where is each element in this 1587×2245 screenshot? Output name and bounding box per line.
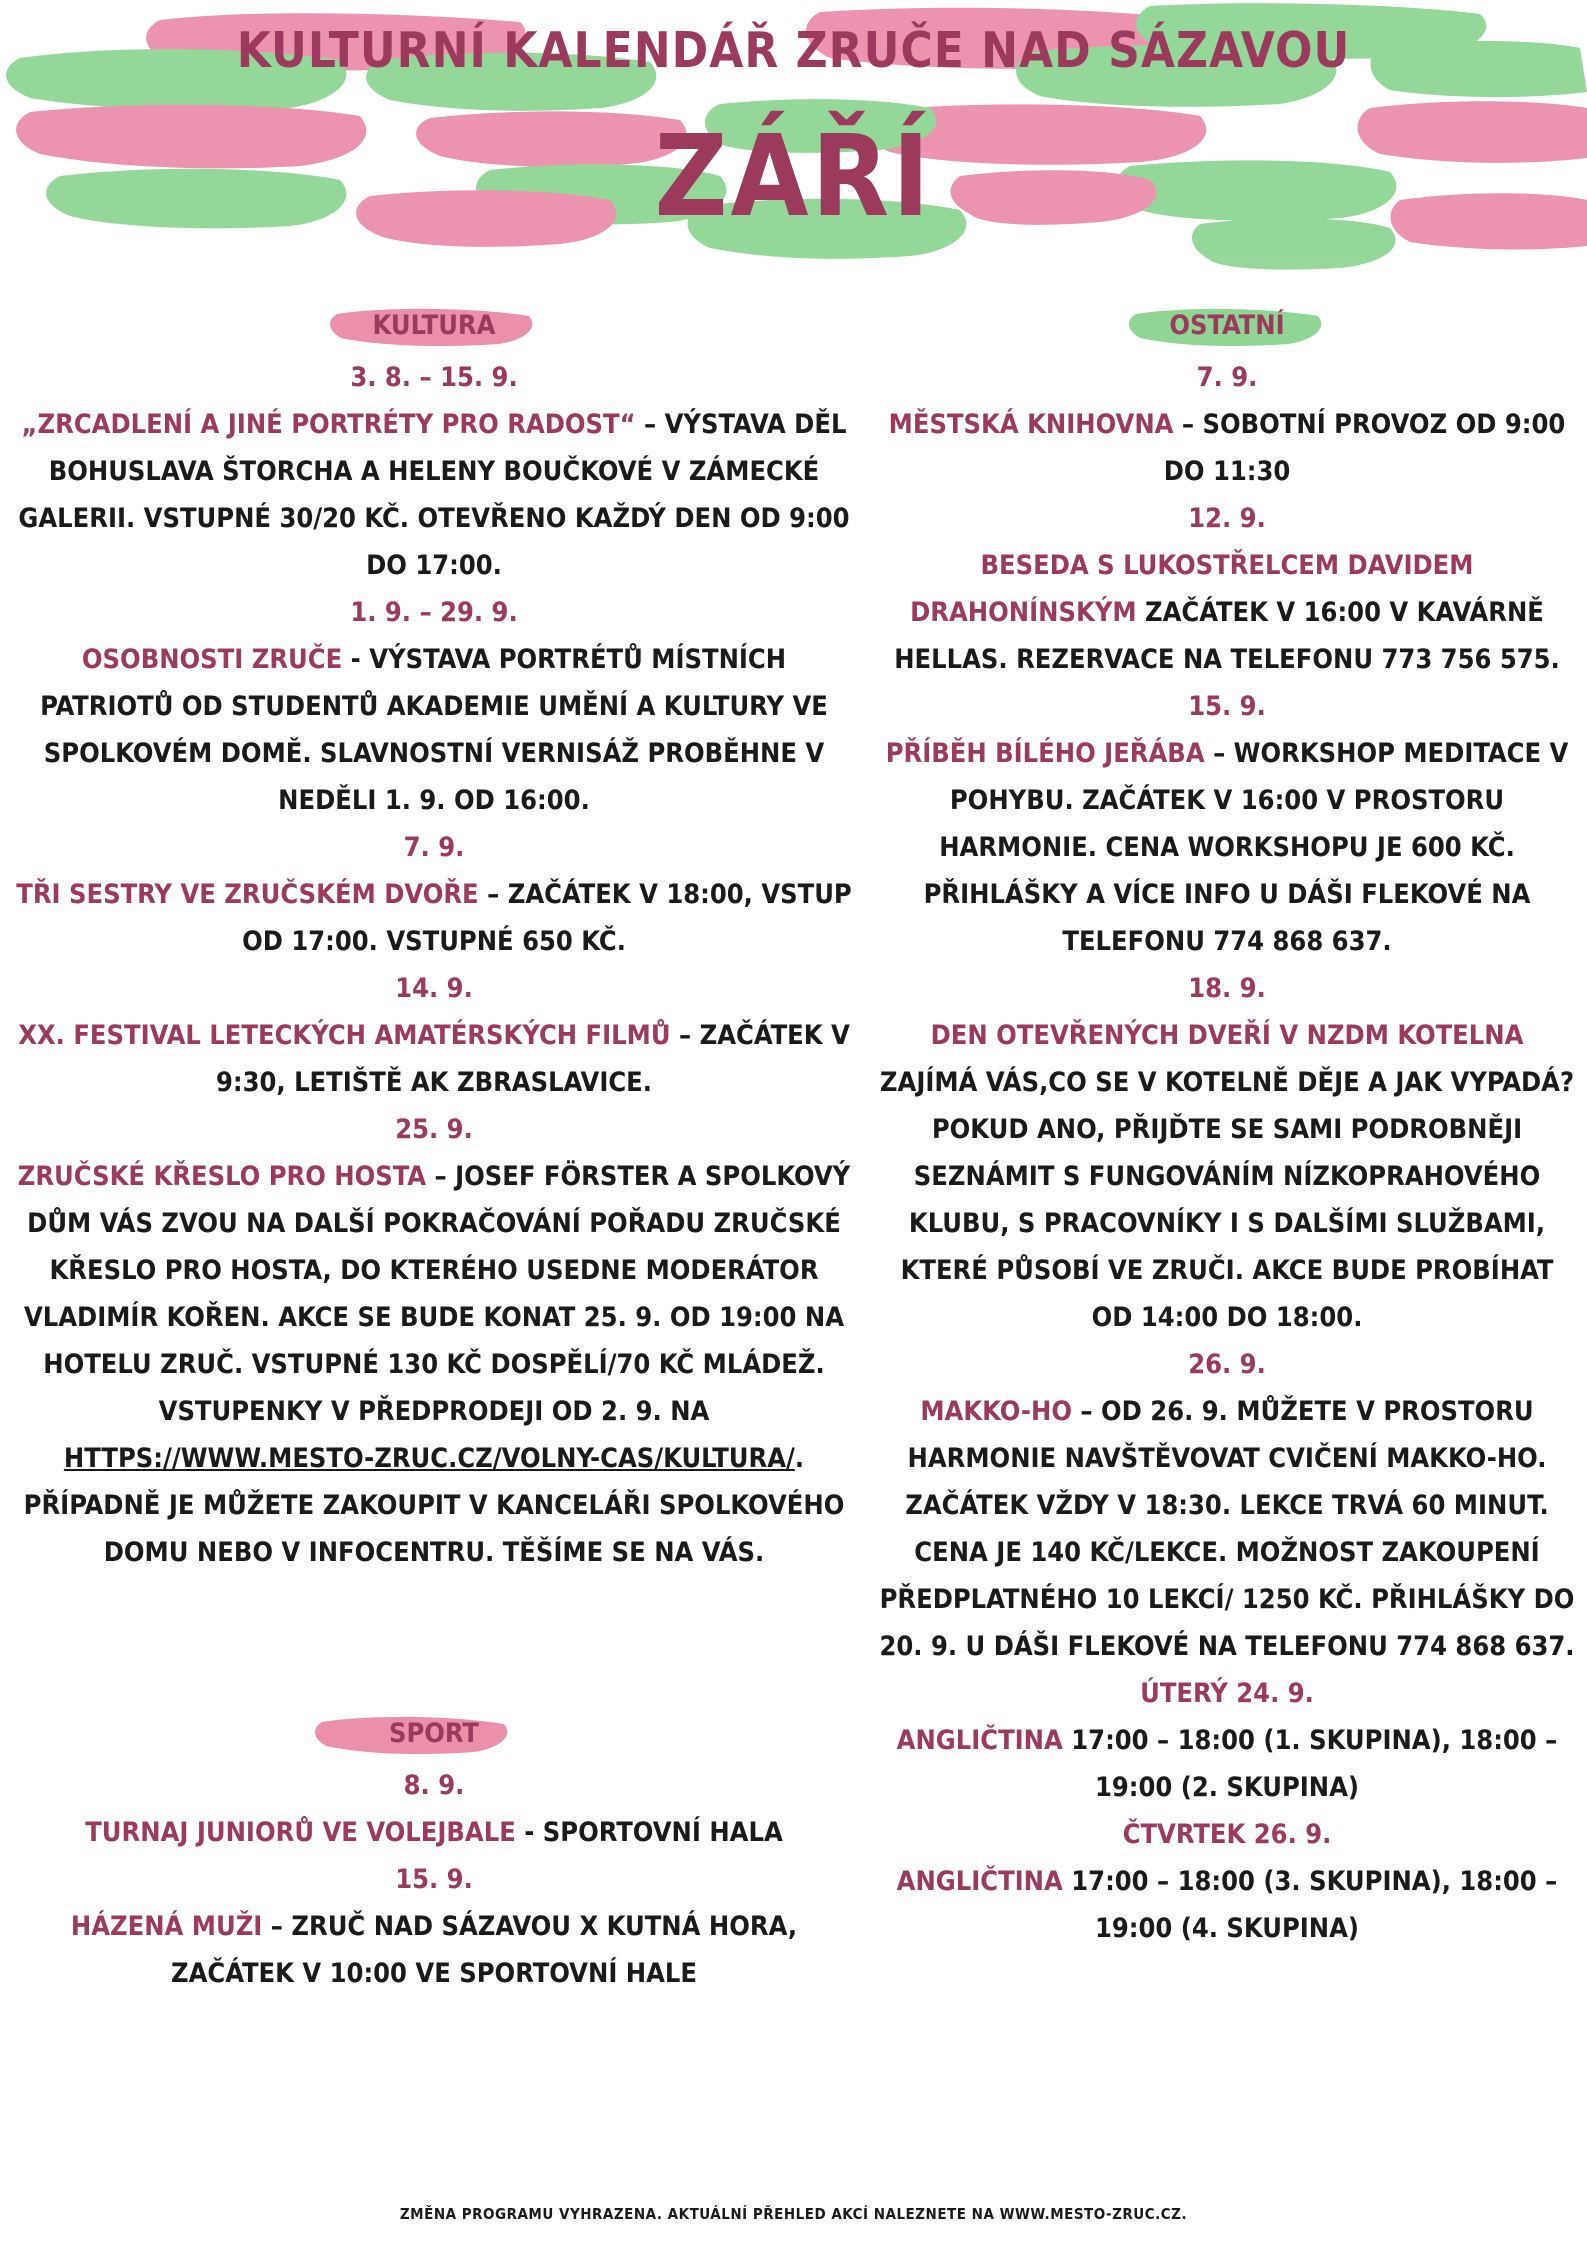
section-title-kultura [14,302,854,348]
event-date: 15. 9. [1188,691,1266,722]
event-item [14,871,854,965]
event-name: ANGLIČTINA [896,1725,1063,1756]
section-title-text: SPORT [388,1718,479,1749]
calendar-kicker: KULTURNÍ KALENDÁŘ ZRUČE NAD SÁZAVOU [236,22,1351,79]
event-item [14,1153,854,1576]
event-item [14,401,854,589]
event-name: TURNAJ JUNIORŮ VE VOLEJBALE [85,1817,516,1848]
event-description-continued: . PŘÍPADNĚ JE MŮŽETE ZAKOUPIT V KANCELÁŘI SPOLKOVÉHO DOMU NEBO V INFOCENTRU. TĚŠÍME SE NA VÁS. [23,1443,845,1568]
event-name: MAKKO-HO [920,1396,1072,1427]
footer-note: ZMĚNA PROGRAMU VYHRAZENA. AKTUÁLNÍ PŘEHLED AKCÍ NALEZNETE NA WWW.MESTO-ZRUC.CZ. [399,2205,1188,2223]
event-name: OSOBNOSTI ZRUČE [81,644,343,675]
event-item [14,1903,854,1997]
event-date: 7. 9. [1196,362,1258,393]
event-link[interactable]: HTTPS://WWW.MESTO-ZRUC.CZ/VOLNY-CAS/KULTURA/ [63,1443,795,1474]
event-name: ANGLIČTINA [896,1866,1063,1897]
kultura-list [14,354,854,1576]
event-description: - VÝSTAVA PORTRÉTŮ MÍSTNÍCH PATRIOTŮ OD STUDENTŮ AKADEMIE UMĚNÍ A KULTURY VE SPOLKOVÉM DOMĚ. SLAVNOSTNÍ VERNISÁŽ PROBĚHNE V NEDĚLI 1. 9. OD 16:00. [40,644,828,816]
event-name: HÁZENÁ MUŽI [70,1911,263,1942]
event-name: DEN OTEVŘENÝCH DVEŘÍ V NZDM KOTELNA [930,1020,1524,1051]
event-date: 8. 9. [403,1770,465,1801]
event-description: – ZAČÁTEK V 18:00, VSTUP OD 17:00. VSTUPNÉ 650 KČ. [242,879,852,957]
event-description: - SPORTOVNÍ HALA [515,1817,783,1848]
event-description: – ZAČÁTEK V 9:30, LETIŠTĚ AK ZBRASLAVICE. [215,1020,850,1098]
event-description: – VÝSTAVA DĚL BOHUSLAVA ŠTORCHA A HELENY BOUČKOVÉ V ZÁMECKÉ GALERII. VSTUPNÉ 30/20 KČ. OTEVŘENO KAŽDÝ DEN OD 9:00 DO 17:00. [18,409,850,581]
event-name: „ZRCADLENÍ A JINÉ PORTRÉTY PRO RADOST“ [21,409,636,440]
event-date: 14. 9. [395,973,473,1004]
event-description: ZAČÁTEK V 16:00 V KAVÁRNĚ HELLAS. REZERVACE NA TELEFONU 773 756 575. [894,597,1560,675]
section-title-text: OSTATNÍ [1169,310,1285,341]
section-title-ostatni [878,302,1576,348]
event-item [878,542,1576,683]
event-date: 26. 9. [1188,1349,1266,1380]
event-name: MĚSTSKÁ KNIHOVNA [888,409,1174,440]
event-item [14,1012,854,1106]
event-item [14,636,854,824]
event-item [878,1388,1576,1670]
right-column [878,296,1576,1952]
event-description: 17:00 – 18:00 (3. SKUPINA), 18:00 – 19:00 (4. SKUPINA) [1062,1866,1558,1944]
event-date: 12. 9. [1188,503,1266,534]
event-date: 25. 9. [395,1114,473,1145]
event-date: ČTVRTEK 26. 9. [1122,1819,1332,1850]
event-item [878,1858,1576,1952]
sport-list [14,1762,854,1997]
event-item [878,1012,1576,1341]
event-date: 7. 9. [403,832,465,863]
event-item [878,730,1576,965]
event-description: – JOSEF FÖRSTER A SPOLKOVÝ DŮM VÁS ZVOU NA DALŠÍ POKRAČOVÁNÍ POŘADU ZRUČSKÉ KŘESLO PRO HOSTA, DO KTERÉHO USEDNE MODERÁTOR VLADIMÍR KOŘEN. AKCE SE BUDE KONAT 25. 9. OD 19:00 NA HOTELU ZRUČ. VSTUPNÉ 130 KČ DOSPĚLÍ/70 KČ MLÁDEŽ. VSTUPENKY V PŘEDPRODEJI OD 2. 9. NA [23,1161,851,1427]
event-item [878,401,1576,495]
section-title-text: KULTURA [372,310,496,341]
event-description: – OD 26. 9. MŮŽETE V PROSTORU HARMONIE NAVŠTĚVOVAT CVIČENÍ MAKKO-HO. ZAČÁTEK VŽDY V 18:30. LEKCE TRVÁ 60 MINUT. CENA JE 140 KČ/LEKCE. MOŽNOST ZAKOUPENÍ PŘEDPLATNÉHO 10 LEKCÍ/ 1250 KČ. PŘIHLÁŠKY DO 20. 9. U DÁŠI FLEKOVÉ NA TELEFONU 774 868 637. [879,1396,1575,1662]
event-name: ZRUČSKÉ KŘESLO PRO HOSTA [17,1161,427,1192]
event-name: PŘÍBĚH BÍLÉHO JEŘÁBA [885,738,1205,769]
event-date: ÚTERÝ 24. 9. [1140,1678,1314,1709]
left-column [14,296,854,1997]
month-title: ZÁŘÍ [654,112,933,242]
event-date: 3. 8. – 15. 9. [350,362,518,393]
event-description: – WORKSHOP MEDITACE V POHYBU. ZAČÁTEK V 16:00 V PROSTORU HARMONIE. CENA WORKSHOPU JE 600 KČ. PŘIHLÁŠKY A VÍCE INFO U DÁŠI FLEKOVÉ NA TELEFONU 774 868 637. [923,738,1569,957]
event-name: TŘI SESTRY VE ZRUČSKÉM DVOŘE [16,879,479,910]
event-description: – ZRUČ NAD SÁZAVOU X KUTNÁ HORA, ZAČÁTEK V 10:00 VE SPORTOVNÍ HALE [171,1911,798,1989]
event-date: 1. 9. – 29. 9. [350,597,518,628]
event-description: – SOBOTNÍ PROVOZ OD 9:00 DO 11:30 [1163,409,1566,487]
event-description: 17:00 – 18:00 (1. SKUPINA), 18:00 – 19:00 (2. SKUPINA) [1062,1725,1558,1803]
event-date: 18. 9. [1188,973,1266,1004]
ostatni-list [878,354,1576,1952]
event-description: ZAJÍMÁ VÁS,CO SE V KOTELNĚ DĚJE A JAK VYPADÁ? POKUD ANO, PŘIJĎTE SE SAMI PODROBNĚJI SEZNÁMIT S FUNGOVÁNÍM NÍZKOPRAHOVÉHO KLUBU, S PRACOVNÍKY I S DALŠÍMI SLUŽBAMI, KTERÉ PŮSOBÍ VE ZRUČI. AKCE BUDE PROBÍHAT OD 14:00 DO 18:00. [879,1067,1575,1333]
event-item [14,1809,854,1856]
event-name: XX. FESTIVAL LETECKÝCH AMATÉRSKÝCH FILMŮ [18,1020,671,1051]
event-item [878,1717,1576,1811]
event-name: BESEDA S LUKOSTŘELCEM DAVIDEM DRAHONÍNSKÝM [910,550,1474,628]
event-date: 15. 9. [395,1864,473,1895]
section-title-sport [14,1710,854,1756]
